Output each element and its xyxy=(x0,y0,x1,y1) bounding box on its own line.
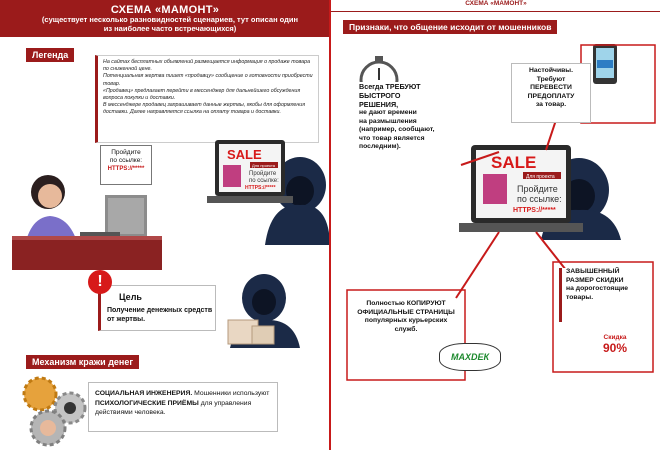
sale-text: SALE xyxy=(491,153,537,172)
legend-paragraph: Потенциальная жертва пишет «продавцу» сообщение о готовности приобрести товар. xyxy=(103,73,313,87)
page-subtitle: (существует несколько разновидностей сценариев, тут описан один из наиболее часто встречающихся) xyxy=(41,15,299,33)
sign-prepayment: Настойчивы. Требуют ПЕРЕВЕСТИ ПРЕДОПЛАТУ за товар. xyxy=(511,63,591,123)
gears-illustration xyxy=(18,372,98,448)
goal-text: Получение денежных средств от жертвы. xyxy=(107,307,213,323)
sign-discount: ЗАВЫШЕННЫЙ РАЗМЕР СКИДКИ на дорогостоящие товары. xyxy=(559,268,649,322)
sign-copied-pages: Полностью КОПИРУЮТ ОФИЦИАЛЬНЫЕ СТРАНИЦЫ популярных курьерских служб. xyxy=(351,300,461,346)
svg-text:Пройдите: Пройдите xyxy=(517,184,558,194)
shopping-bags-icon xyxy=(483,174,507,204)
svg-text:HTTPS://*****: HTTPS://***** xyxy=(245,185,276,191)
svg-text:Для проекта: Для проекта xyxy=(526,174,555,180)
svg-text:HTTPS://*****: HTTPS://***** xyxy=(513,207,556,214)
gear-icon xyxy=(24,378,56,410)
section-heading: Признаки, что общение исходит от мошенников xyxy=(343,20,557,34)
svg-text:Пройдите: Пройдите xyxy=(249,171,277,177)
courier-logo: МАХDЕК xyxy=(439,343,501,371)
legend-paragraph: В мессенджере продавец запрашивает данные жертвы, якобы для оформления доставки. Далее направляется ссылка на оплату товара и доставки. xyxy=(103,102,306,116)
svg-text:по ссылке:: по ссылке: xyxy=(517,194,562,204)
mechanism-box: СОЦИАЛЬНАЯ ИНЖЕНЕРИЯ. Мошенники используют ПСИХОЛОГИЧЕСКИЕ ПРИЁМЫ для управления действиями человека. xyxy=(88,382,278,432)
discount-badge: Скидка 90% xyxy=(602,334,628,355)
mechanism-label: Механизм кражи денег xyxy=(26,355,139,369)
hacker-icon xyxy=(64,402,76,414)
credit-card-icon xyxy=(597,60,613,68)
legend-paragraph: «Продавец» предлагает перейти в мессенджер для дальнейшего обсуждения вопроса покупки и доставки. xyxy=(103,87,301,102)
goal-box xyxy=(98,285,216,331)
victim-face xyxy=(38,184,62,208)
page-title: СХЕМА «МАМОНТ» xyxy=(110,4,220,16)
speech-bubble: Пройдите по ссылке: HTTPS://***** xyxy=(100,145,152,185)
connector-line xyxy=(456,232,499,298)
right-page xyxy=(331,0,660,450)
hacker-money-illustration xyxy=(212,270,312,350)
svg-text:по ссылке:: по ссылке: xyxy=(249,178,279,184)
legend-box xyxy=(95,55,319,143)
shopping-bags-icon xyxy=(223,165,241,187)
svg-text:Для проекта: Для проекта xyxy=(252,163,275,168)
alert-icon: ! xyxy=(88,270,112,294)
legend-paragraph: На сайтах бесплатных объявлений размещается информация о продаже товара по сниженной цене. xyxy=(103,59,311,73)
sale-text: SALE xyxy=(227,147,262,162)
legend-label: Легенда xyxy=(26,48,74,62)
top-banner: СХЕМА «МАМОНТ» xyxy=(465,0,527,7)
scammer-laptop-illustration xyxy=(205,135,330,255)
goal-heading: Цель xyxy=(119,292,142,302)
sign-urgency: Всегда ТРЕБУЮТ БЫСТРОГО РЕШЕНИЯ, не дают времени на размышления (например, сообщают, что товар является последним). xyxy=(359,82,459,172)
person-icon xyxy=(40,420,56,436)
